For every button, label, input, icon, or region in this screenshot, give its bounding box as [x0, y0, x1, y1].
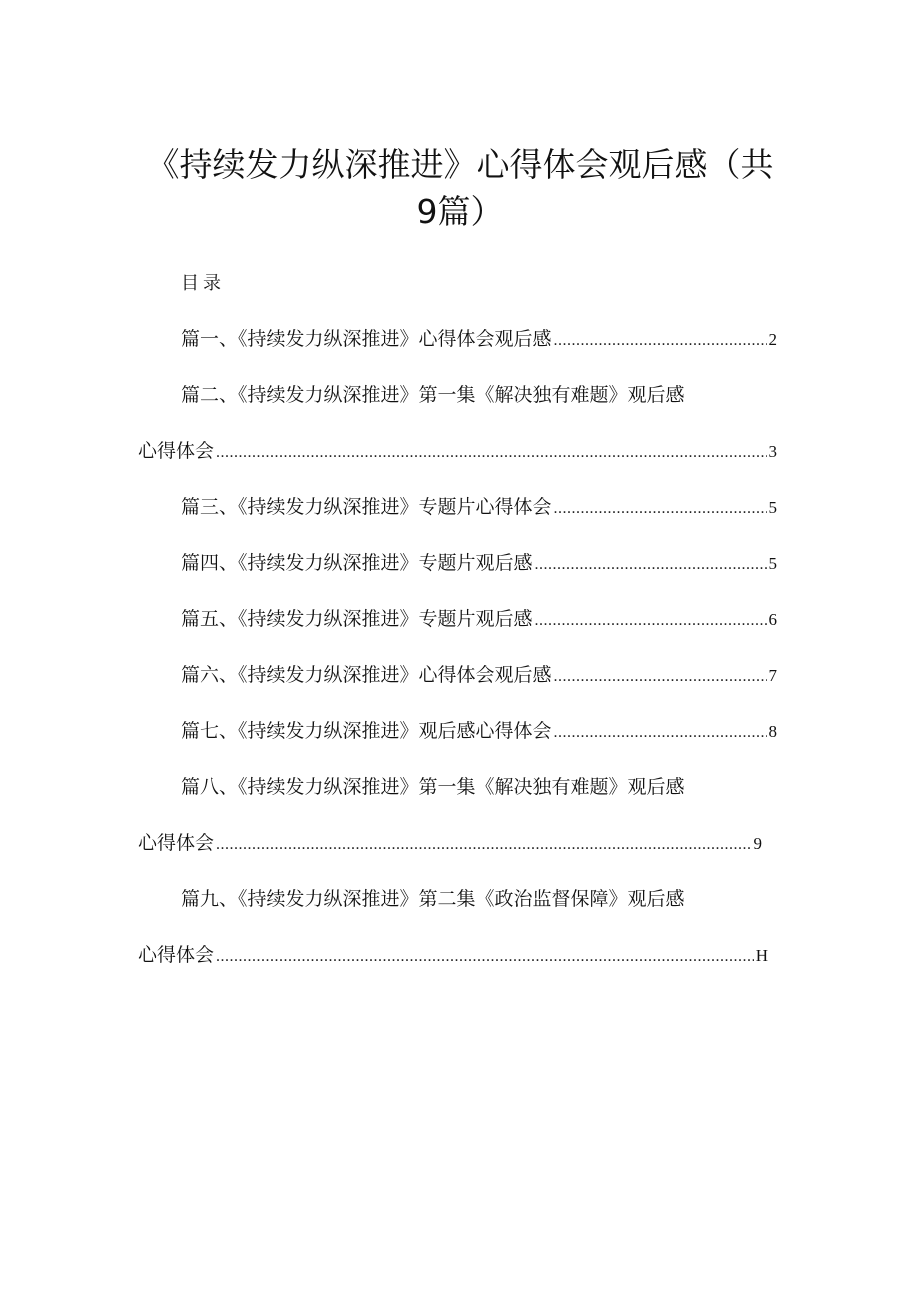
toc-entry-2[interactable] — [138, 438, 777, 466]
toc-entry-8[interactable] — [138, 830, 762, 858]
toc-entry-title: 篇六、《持续发力纵深推进》心得体会观后感 — [181, 664, 552, 686]
toc-entry-8-line-1[interactable]: 篇八、《持续发力纵深推进》第一集《解决独有难题》观后感 — [181, 776, 685, 798]
toc-entry-2-line-1[interactable]: 篇二、《持续发力纵深推进》第一集《解决独有难题》观后感 — [181, 384, 685, 406]
toc-dot-leader — [554, 664, 767, 690]
toc-entry-9-line-1[interactable]: 篇九、《持续发力纵深推进》第二集《政治监督保障》观后感 — [181, 888, 685, 910]
toc-page-number: 2 — [768, 330, 777, 349]
toc-entry-6[interactable] — [181, 662, 777, 690]
toc-heading: 目录 — [181, 273, 225, 294]
toc-dot-leader — [554, 720, 767, 746]
toc-entry-title: 篇五、《持续发力纵深推进》专题片观后感 — [181, 608, 533, 630]
toc-entry-9[interactable] — [138, 942, 768, 970]
toc-dot-leader — [535, 552, 767, 578]
toc-entry-5[interactable] — [181, 606, 777, 634]
toc-entry-7[interactable] — [181, 718, 777, 746]
toc-entry-3[interactable] — [181, 494, 777, 522]
toc-page-number: 7 — [768, 666, 777, 685]
toc-entry-title: 心得体会 — [138, 832, 215, 854]
toc-dot-leader — [554, 328, 767, 354]
toc-entry-4[interactable] — [181, 550, 777, 578]
toc-entry-title: 心得体会 — [138, 944, 215, 966]
toc-page-number: 5 — [768, 554, 777, 573]
toc-entry-title: 篇一、《持续发力纵深推进》心得体会观后感 — [181, 328, 552, 350]
toc-dot-leader — [216, 832, 751, 858]
toc-page-number: 9 — [753, 834, 762, 853]
toc-page-number: H — [755, 946, 768, 965]
toc-page-number: 8 — [768, 722, 777, 741]
toc-page-number: 5 — [768, 498, 777, 517]
toc-page-number: 6 — [768, 610, 777, 629]
document-title-line-1: 《持续发力纵深推进》心得体会观后感（共 — [146, 145, 774, 184]
toc-entry-title: 篇四、《持续发力纵深推进》专题片观后感 — [181, 552, 533, 574]
toc-dot-leader — [535, 608, 767, 634]
toc-entry-title: 篇三、《持续发力纵深推进》专题片心得体会 — [181, 496, 552, 518]
toc-dot-leader — [554, 496, 767, 522]
toc-page-number: 3 — [768, 442, 777, 461]
toc-dot-leader — [216, 944, 754, 970]
toc-entry-title: 心得体会 — [138, 440, 215, 462]
toc-entry-title: 篇七、《持续发力纵深推进》观后感心得体会 — [181, 720, 552, 742]
toc-dot-leader — [216, 440, 766, 466]
document-title-line-2: 9篇） — [416, 192, 504, 231]
toc-entry-1[interactable] — [181, 326, 777, 354]
